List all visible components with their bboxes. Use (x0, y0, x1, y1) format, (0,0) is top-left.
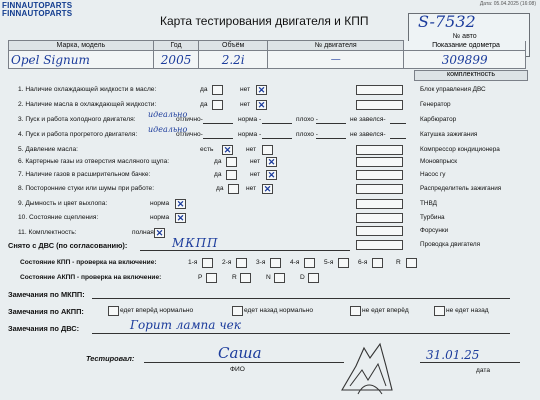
akpp-opt-3-box[interactable] (350, 306, 361, 316)
test-card-page: FINNAUTOPARTS FINNAUTOPARTS Дата: 05.04.2025 (16:08) Карта тестирования двигателя и КПП S-7532 Марка, модель Год Объём № двигателя № авто Opel Signum 2005 2.2i — 309899 Показание одометра комплектность 1. Наличие охлаждающей жидкости в масле: да нет ✕ 2. Наличие масла в охлаждающей жидкости: да нет ✕ 3. Пуск и работа холодного двигателя: идеально отлично- норма - плохо - не завелся- 4. Пуск и работа прогретого двигателя: идеально отлично- норма - плохо - не завелся- 5. Давление масла: есть ✕ нет 6. Картерные газы из отверстия масляного щупа: да нет ✕ 7. Наличие газов в расширительном бачке: да нет ✕ 8. Посторонние стуки или шумы при работе: да нет ✕ 9. Дымность и цвет выхлопа: норма ✕ 10. Состояние сцепления: норма ✕ 11. Комплектность: полная ✕ Блок управления ДВС Генератор Карбюратор Катушка зажигания Компрессор кондиционера Моновпрыск Насос гу Распределитель зажигания ТНВД Турбина Форсунки Проводка двигателя Снято с ДВС (по согласованию): МКПП Состояние КПП - проверка на включение: 1-я 2-я 3-я 4-я 5-я 6-я R Состояние АКПП - проверка на включение: P R N D Замечания по МКПП: Замечания по АКПП: едет вперёд нормально едет назад нормально не едет вперёд не едет назад Замечания по ДВС: Горит лампа чек Тестировал: Саша ФИО 31.01.25 дата (0, 0, 540, 400)
card-number: S-7532 (418, 12, 476, 31)
logo-line-1: FINNAUTOPARTS (2, 1, 73, 10)
equipment-11: Форсунки (420, 227, 449, 234)
logo (2, 2, 72, 18)
check-4: 4. Пуск и работа прогретого двигателя: (18, 131, 138, 138)
check-5: 5. Давление масла: (18, 146, 79, 153)
date-value: 31.01.25 (426, 348, 480, 362)
logo-line-2: FINNAUTOPARTS (2, 9, 73, 18)
removed-value: МКПП (172, 236, 219, 250)
check-1-no-box[interactable]: ✕ (257, 85, 266, 95)
tester-signature: Саша (218, 344, 262, 362)
dvs-notes-line (92, 333, 510, 334)
check-1-yes-box[interactable] (212, 85, 223, 95)
check-4-line-4 (390, 138, 406, 139)
akpp-opt-4-box[interactable] (434, 306, 445, 316)
kpp-gear-5-box[interactable] (338, 258, 349, 268)
akpp-opt-2-box[interactable] (232, 306, 243, 316)
equipment-3: Карбюратор (420, 116, 457, 123)
akpp-test-label: Состояние АКПП - проверка на включение: (20, 274, 162, 281)
equipment-box-12[interactable] (356, 240, 403, 250)
equipment-8: Распределитель зажигания (420, 185, 502, 192)
equipment-box-6[interactable] (356, 157, 403, 167)
equipment-12: Проводка двигателя (420, 241, 481, 248)
equipment-box-8[interactable] (356, 184, 403, 194)
tester-line (144, 362, 344, 363)
check-5-yes-box[interactable]: ✕ (223, 145, 232, 155)
check-10-box[interactable]: ✕ (176, 213, 185, 223)
akpp-opt-1-box[interactable] (108, 306, 119, 316)
check-2-no-box[interactable]: ✕ (257, 100, 266, 110)
check-4-line-3 (316, 138, 346, 139)
check-8-no-box[interactable]: ✕ (263, 184, 272, 194)
kpp-gear-4-box[interactable] (304, 258, 315, 268)
removed-label: Снято с ДВС (по согласованию): (8, 241, 128, 250)
mkpp-notes-line (92, 298, 510, 299)
check-11-box[interactable]: ✕ (155, 228, 164, 238)
equipment-box-9[interactable] (356, 199, 403, 209)
tested-label: Тестировал: (86, 354, 135, 363)
check-3: 3. Пуск и работа холодного двигателя: (18, 116, 136, 123)
volume-value: 2.2i (199, 51, 268, 69)
check-4-line-2 (262, 138, 292, 139)
check-8: 8. Посторонние стуки или шумы при работе: (18, 185, 155, 192)
equipment-box-11[interactable] (356, 226, 403, 236)
check-7-no-box[interactable]: ✕ (267, 170, 276, 180)
equipment-1: Блок управления ДВС (420, 86, 486, 93)
akpp-r-box[interactable] (240, 273, 251, 283)
removed-line (140, 250, 350, 251)
kpp-gear-2-box[interactable] (236, 258, 247, 268)
check-4-handwritten: идеально (148, 125, 188, 134)
check-8-yes-box[interactable] (228, 184, 239, 194)
fio-label: ФИО (230, 366, 245, 373)
akpp-d-box[interactable] (308, 273, 319, 283)
date-line (420, 362, 520, 363)
kpp-gear-3-box[interactable] (270, 258, 281, 268)
equipment-header: комплектность (414, 70, 528, 81)
stamp-icon (336, 336, 396, 396)
check-9: 9. Дымность и цвет выхлопа: (18, 200, 108, 207)
equipment-box-2[interactable] (356, 100, 403, 110)
equipment-box-7[interactable] (356, 170, 403, 180)
col-model: Марка, модель (9, 41, 154, 51)
odometer-label: Показание одометра (432, 42, 500, 49)
model-value: Opel Signum (9, 51, 154, 69)
check-2: 2. Наличие масла в охлаждающей жидкости: (18, 101, 157, 108)
check-4-line-1 (203, 138, 233, 139)
check-9-box[interactable]: ✕ (176, 199, 185, 209)
equipment-2: Генератор (420, 101, 451, 108)
col-volume: Объём (199, 41, 268, 51)
print-date: Дата: 05.04.2025 (16:08) (479, 1, 536, 7)
akpp-p-box[interactable] (206, 273, 217, 283)
equipment-6: Моновпрыск (420, 158, 458, 165)
check-3-line-3 (316, 123, 346, 124)
dvs-notes-value: Горит лампа чек (130, 318, 241, 332)
check-1: 1. Наличие охлаждающей жидкости в масле: (18, 86, 157, 93)
check-11: 11. Комплектность: (18, 229, 77, 236)
dvs-notes-label: Замечания по ДВС: (8, 324, 80, 333)
equipment-10: Турбина (420, 214, 445, 221)
akpp-n-box[interactable] (274, 273, 285, 283)
equipment-7: Насос гу (420, 171, 446, 178)
akpp-notes-label: Замечания по АКПП: (8, 307, 84, 316)
kpp-gear-6-box[interactable] (372, 258, 383, 268)
engine-no-value: — (268, 51, 404, 69)
equipment-box-5[interactable] (356, 145, 403, 155)
date-label: дата (476, 367, 490, 374)
check-3-handwritten: идеально (148, 110, 188, 119)
equipment-9: ТНВД (420, 200, 437, 207)
check-10: 10. Состояние сцепления: (18, 214, 99, 221)
check-7-yes-box[interactable] (226, 170, 237, 180)
check-5-no-box[interactable] (262, 145, 273, 155)
kpp-test-label: Состояние КПП - проверка на включение: (20, 259, 157, 266)
year-value: 2005 (153, 51, 198, 69)
check-6: 6. Картерные газы из отверстия масляного щупа: (18, 158, 170, 165)
check-3-line-1 (203, 123, 233, 124)
kpp-gear-r-box[interactable] (406, 258, 417, 268)
col-engine-no: № двигателя (268, 41, 404, 51)
equipment-5: Компрессор кондиционера (420, 146, 500, 153)
col-auto-no: № авто (404, 41, 526, 51)
kpp-gear-1-box[interactable] (202, 258, 213, 268)
odometer-value: 309899 (404, 51, 526, 69)
equipment-box-10[interactable] (356, 213, 403, 223)
check-3-line-4 (390, 123, 406, 124)
equipment-box-1[interactable] (356, 85, 403, 95)
check-2-yes-box[interactable] (212, 100, 223, 110)
check-6-yes-box[interactable] (226, 157, 237, 167)
page-title: Карта тестирования двигателя и КПП (160, 14, 369, 28)
check-6-no-box[interactable]: ✕ (267, 157, 276, 167)
check-7: 7. Наличие газов в расширительном бачке: (18, 171, 151, 178)
equipment-4: Катушка зажигания (420, 131, 478, 138)
col-year: Год (153, 41, 198, 51)
mkpp-notes-label: Замечания по МКПП: (8, 290, 85, 299)
check-3-line-2 (262, 123, 292, 124)
